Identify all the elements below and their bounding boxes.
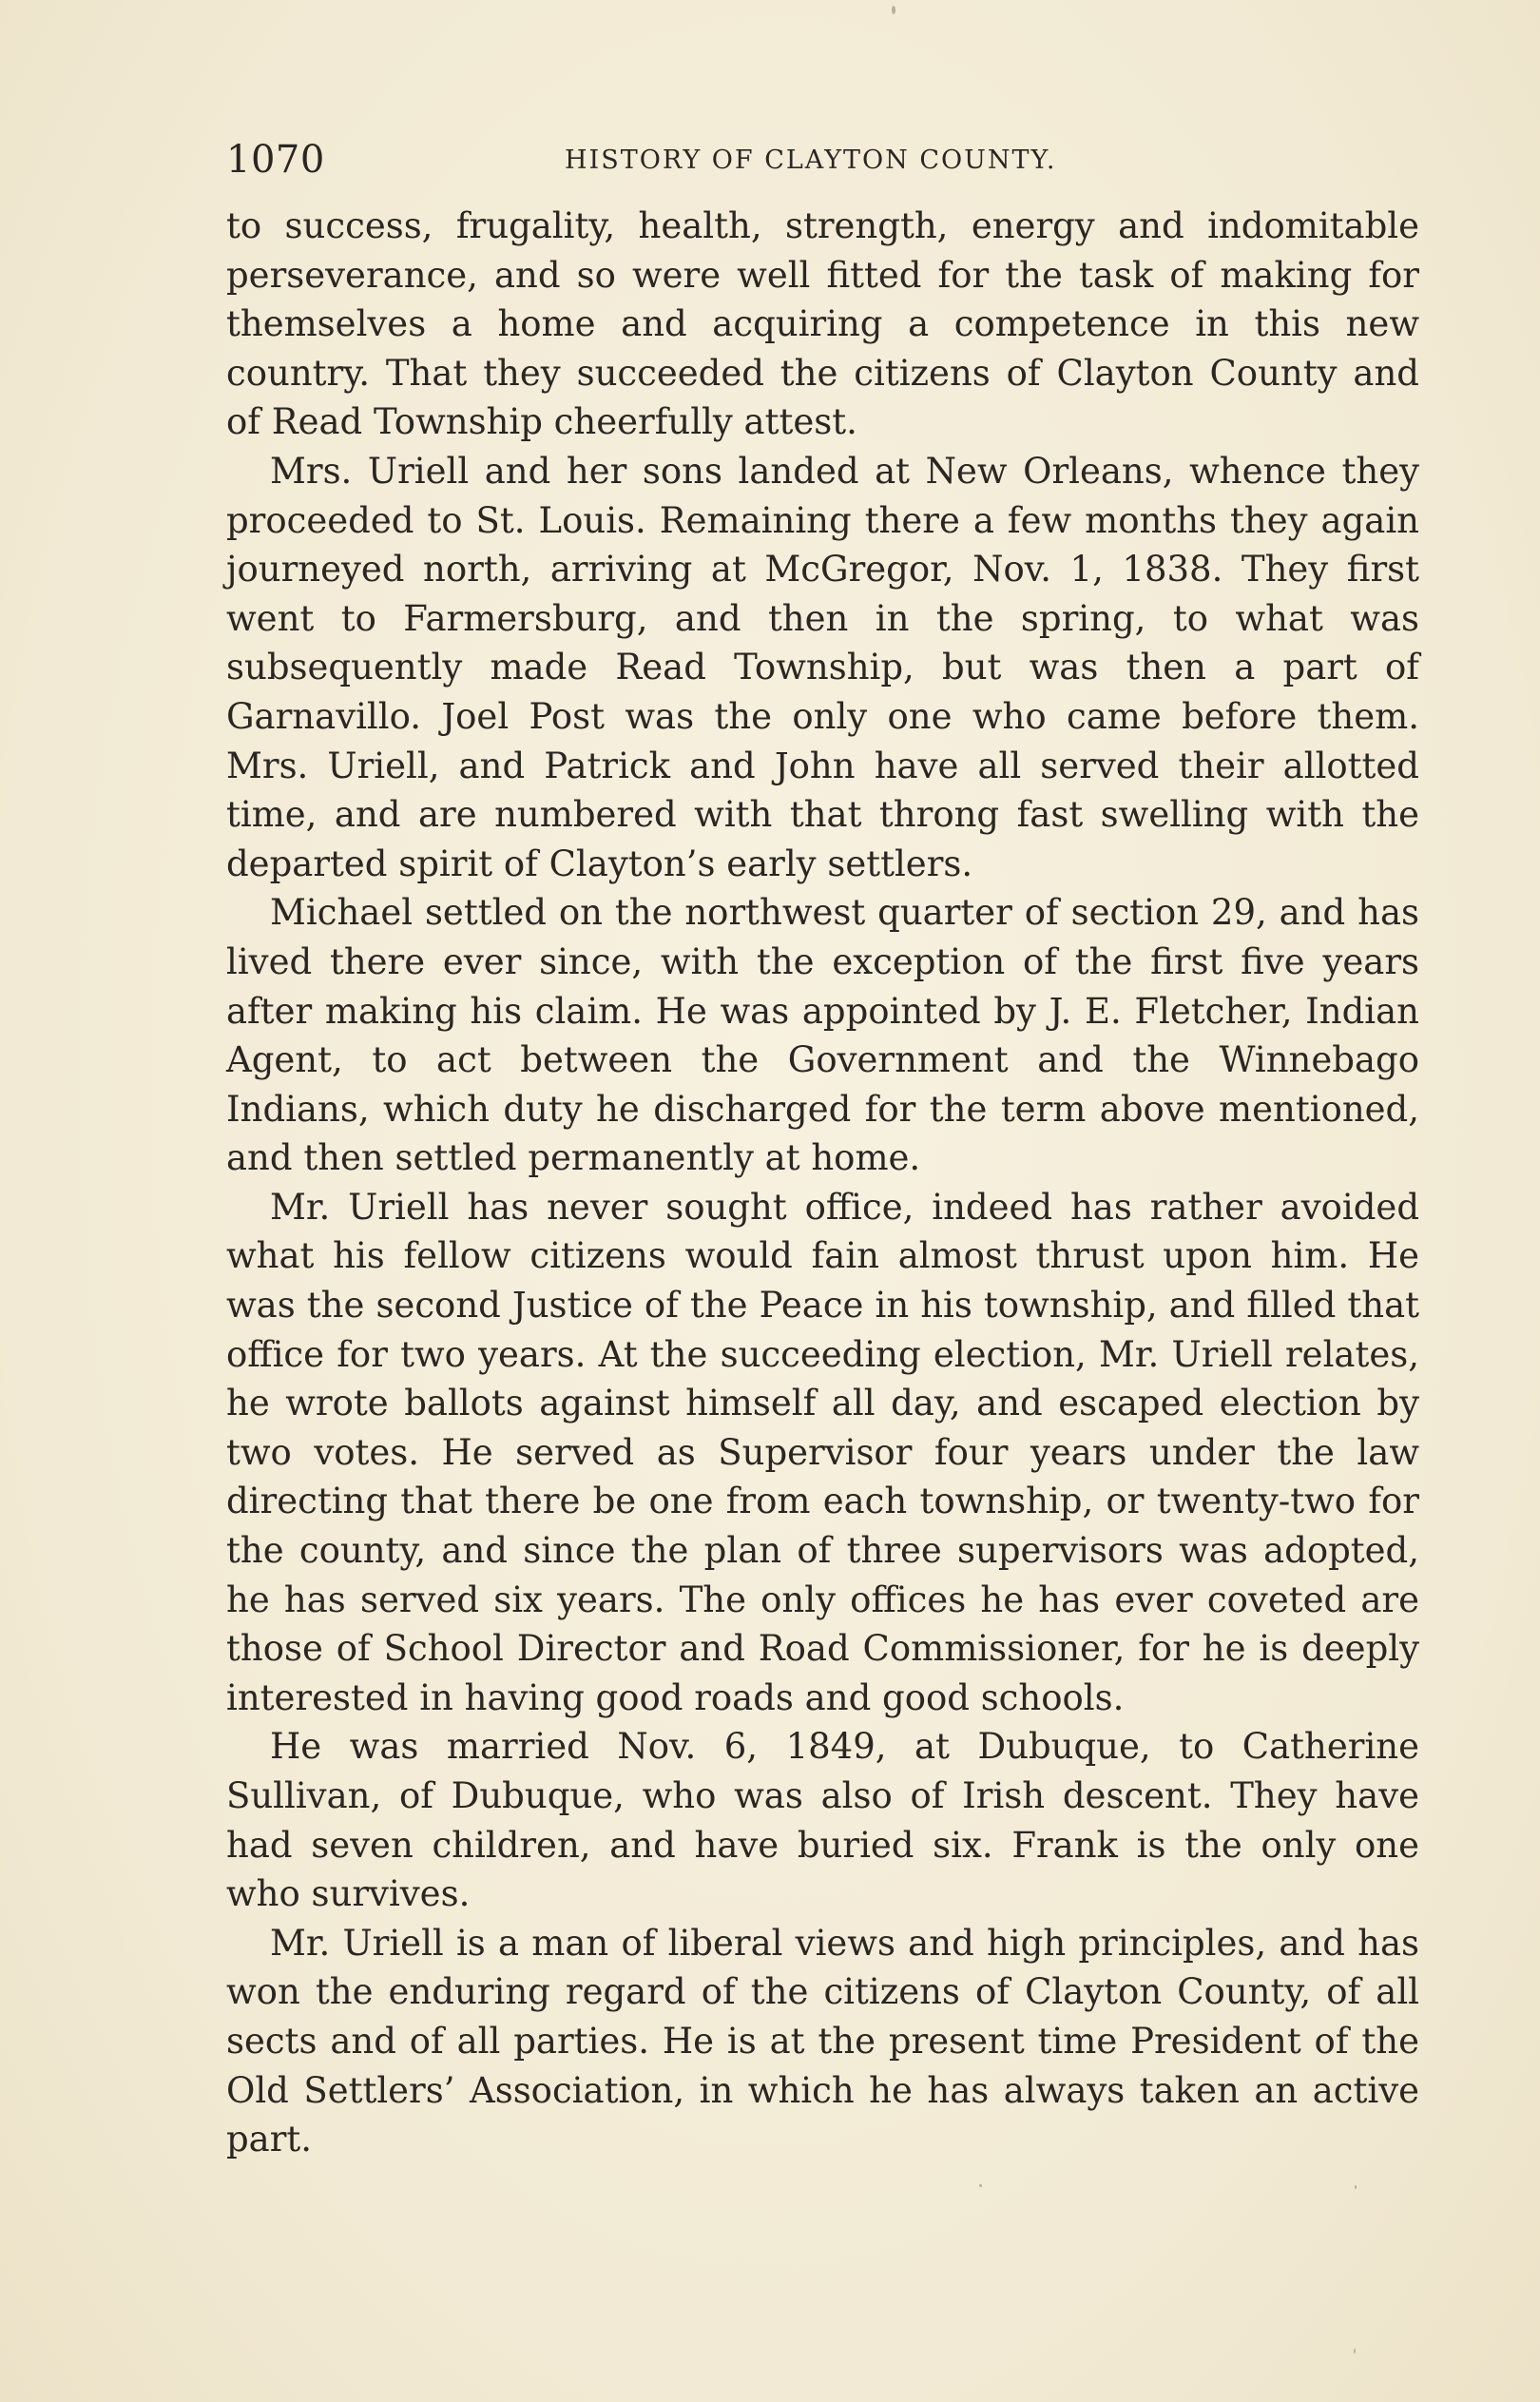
page-header xyxy=(226,138,1415,185)
paper-speck xyxy=(979,2184,982,2187)
body-text xyxy=(226,202,1419,2164)
paragraph-offices: Mr. Uriell has never sought office, indeed has rather avoided what his fellow citizens would fain almost thrust upon him. He was the second Justice of the Peace in his township, and filled that office for two years. At the succeeding election, Mr. Uriell relates, he wrote ballots against himself all day, and escaped election by two votes. He served as Supervisor four years under the law directing that there be one from each township, or twenty-two for the county, and since the plan of three supervisors was adopted, he has served six years. The only offices he has ever coveted are those of School Director and Road Commissioner, for he is deeply interested in having good roads and good schools. xyxy=(226,1186,1419,1718)
paper-speck xyxy=(1355,2185,1357,2189)
paragraph-settlement: Michael settled on the northwest quarter of section 29, and has lived there ever since, with the exception of the first five years after making his claim. He was appointed by J. E. Fletcher, Indian Agent, to act between the Government and the Winnebago Indians, which duty he discharged for the term above mentioned, and then settled permanently at home. xyxy=(226,892,1419,1179)
paragraph-arrival: Mrs. Uriell and her sons landed at New Orleans, whence they proceeded to St. Louis. Remaining there a few months they again journeyed north, arriving at McGregor, Nov. 1, 1838. They first went to Farmersburg, and then in the spring, to what was subsequently made Read Township, but was then a part of Garnavillo. Joel Post was the only one who came before them. Mrs. Uriell, and Patrick and John have all served their allotted time, and are numbered with that throng fast swelling with the departed spirit of Clayton’s early settlers. xyxy=(226,450,1419,884)
page-number: 1070 xyxy=(226,138,325,182)
paragraph-character: Mr. Uriell is a man of liberal views and high principles, and has won the enduring regard of the citizens of Clayton County, of all sects and of all parties. He is at the present time President of the Old Settlers’ Association, in which he has always taken an active part. xyxy=(226,1922,1419,2160)
paper-speck xyxy=(1354,2349,1356,2354)
paragraph-marriage: He was married Nov. 6, 1849, at Dubuque, to Catherine Sullivan, of Dubuque, who was also of Irish descent. They have had seven children, and have buried six. Frank is the only one who survives. xyxy=(226,1726,1419,1915)
paper-speck xyxy=(892,6,895,14)
paragraph-continued: to success, frugality, health, strength, energy and indomitable perseverance, and so were well fitted for the task of making for themselves a home and acquiring a competence in this new country. That they succeeded the citizens of Clayton County and of Read Township cheerfully attest. xyxy=(226,205,1419,443)
running-head: HISTORY OF CLAYTON COUNTY. xyxy=(565,145,1057,175)
